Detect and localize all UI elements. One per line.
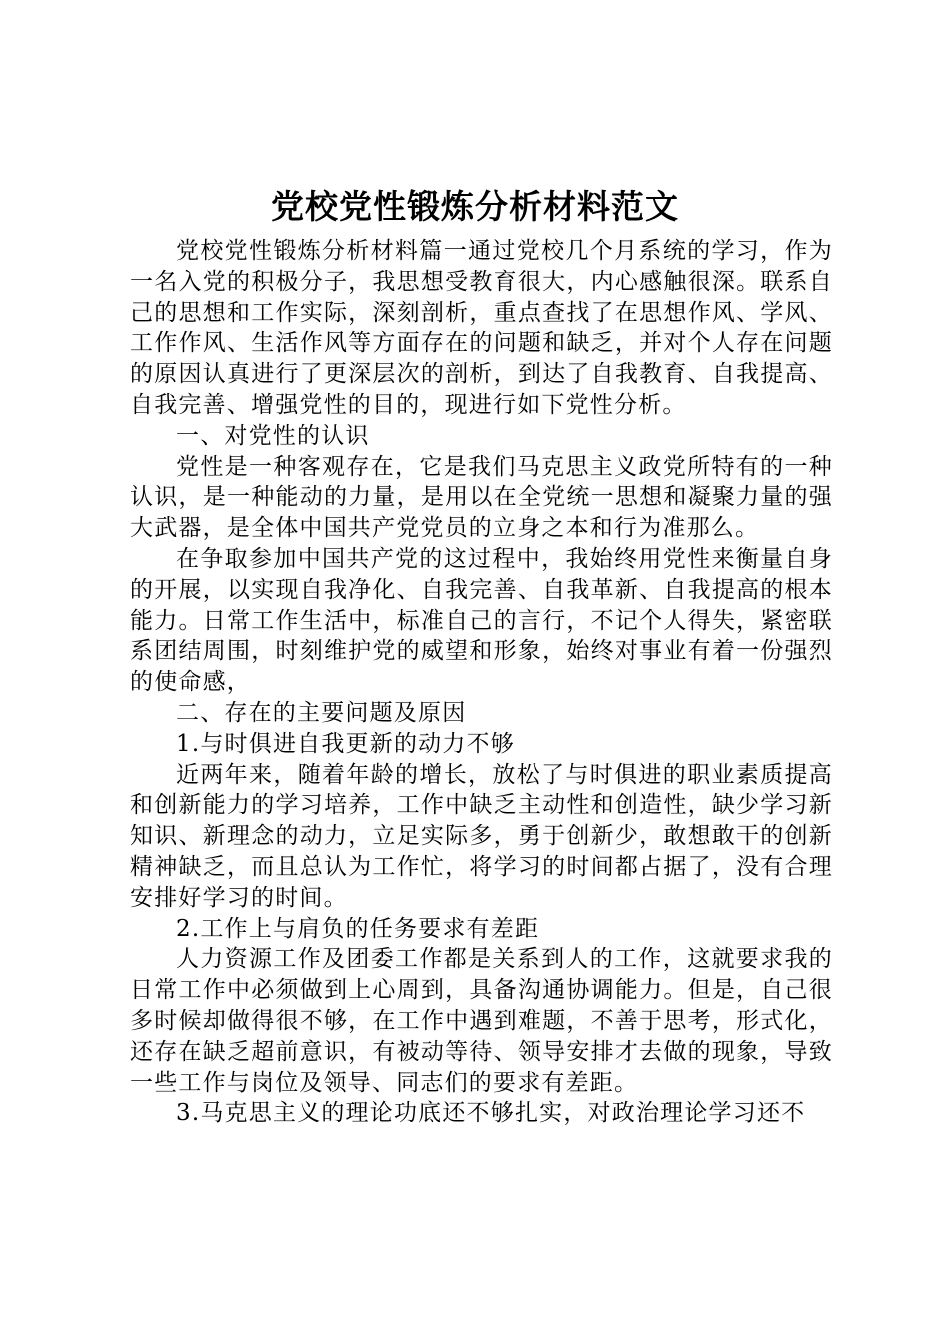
paragraph-party-spirit: 党性是一种客观存在，它是我们马克思主义政党所特有的一种认识，是一种能动的力量，是用以在全党统一思想和凝聚力量的强大武器，是全体中国共产党党员的立身之本和行为准那么。: [130, 453, 833, 542]
section-heading-1: 一、对党性的认识: [176, 422, 370, 449]
section-heading-2: 二、存在的主要问题及原因: [176, 699, 467, 726]
paragraph-self-development: 在争取参加中国共产党的这过程中，我始终用党性来衡量自身的开展，以实现自我净化、自我完善、自我革新、自我提高的根本能力。日常工作生活中，标准自己的言行，不记个人得失，紧密联系团结周围，时刻维护党的威望和形象，始终对事业有着一份强烈的使命感，: [130, 545, 833, 696]
document-title: 党校党性锻炼分析材料范文: [271, 187, 679, 226]
subheading-3: 3.马克思主义的理论功底还不够扎实，对政治理论学习还不: [176, 1100, 806, 1127]
subheading-1: 1.与时俱进自我更新的动力不够: [176, 730, 515, 757]
paragraph-problem-1: 近两年来，随着年龄的增长，放松了与时俱进的职业素质提高和创新能力的学习培养，工作中缺乏主动性和创造性，缺少学习新知识、新理念的动力，立足实际多，勇于创新少，敢想敢干的创新精神缺乏，而且总认为工作忙，将学习的时间都占据了，没有合理安排好学习的时间。: [130, 761, 833, 911]
paragraph-intro: 党校党性锻炼分析材料篇一通过党校几个月系统的学习，作为一名入党的积极分子，我思想受教育很大，内心感触很深。联系自己的思想和工作实际，深刻剖析，重点查找了在思想作风、学风、工作作风、生活作风等方面存在的问题和缺乏，并对个人存在问题的原因认真进行了更深层次的剖析，到达了自我教育、自我提高、自我完善、增强党性的目的，现进行如下党性分析。: [130, 238, 833, 418]
paragraph-problem-2: 人力资源工作及团委工作都是关系到人的工作，这就要求我的日常工作中必须做到上心周到，具备沟通协调能力。但是，自己很多时候却做得很不够，在工作中遇到难题，不善于思考，形式化，还存在缺乏超前意识，有被动等待、领导安排才去做的现象，导致一些工作与岗位及领导、同志们的要求有差距。: [130, 946, 833, 1096]
document-body: [130, 236, 833, 1129]
subheading-2: 2.工作上与肩负的任务要求有差距: [176, 915, 540, 942]
